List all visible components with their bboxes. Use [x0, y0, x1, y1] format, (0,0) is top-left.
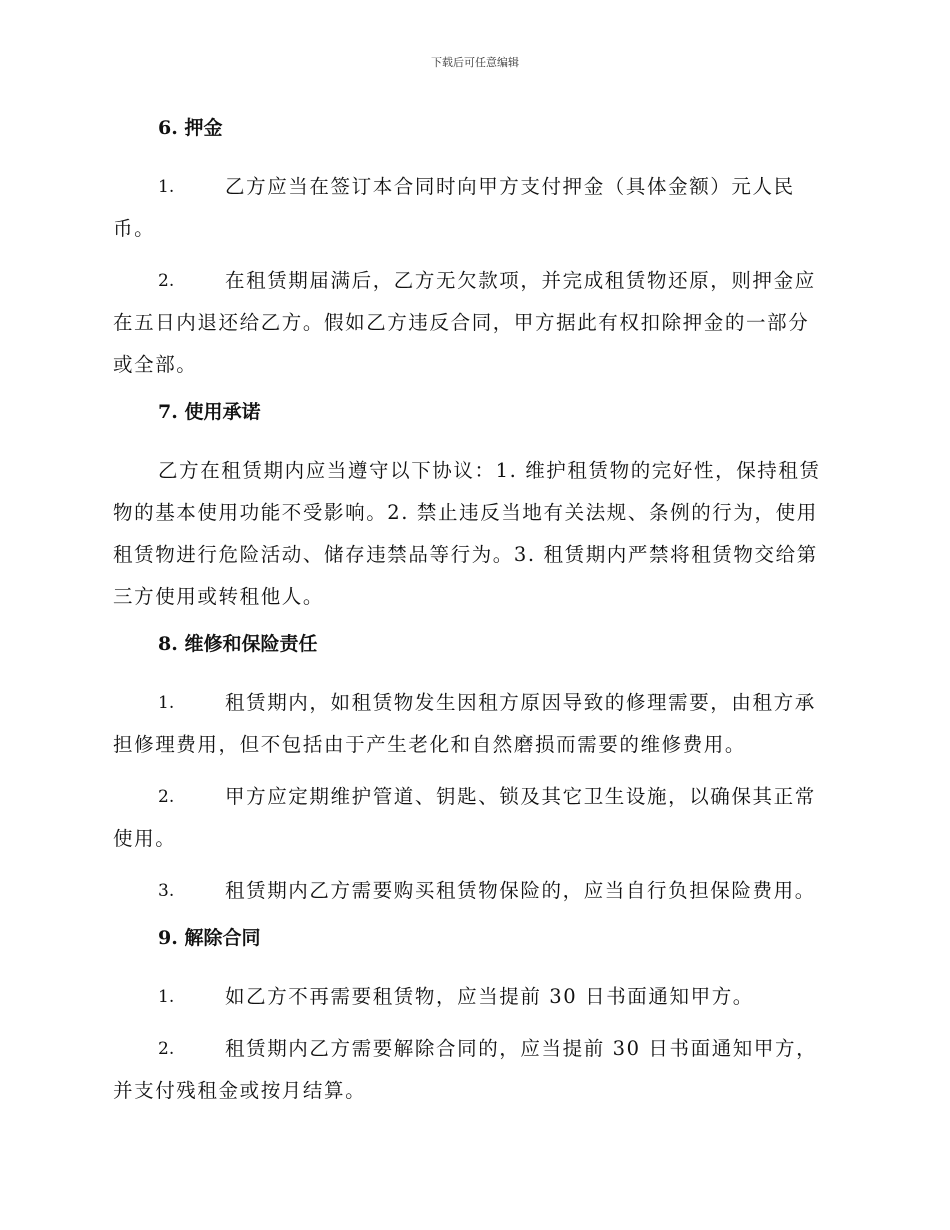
- item-number: 1.: [158, 693, 175, 713]
- paragraph-line: 物的基本使用功能不受影响。2. 禁止违反当地有关法规、条例的行为，使用: [113, 501, 818, 524]
- paragraph-line: 三方使用或转租他人。: [113, 585, 325, 608]
- paragraph-line: 乙方在租赁期内应当遵守以下协议：1. 维护租赁物的完好性，保持租赁: [158, 459, 821, 482]
- paragraph-line: 币。: [113, 217, 156, 240]
- list-item: [113, 1028, 833, 1112]
- document-body: [113, 112, 833, 1112]
- item-number: 2.: [158, 787, 175, 807]
- list-item: [113, 776, 833, 860]
- item-number: 3.: [158, 881, 175, 901]
- list-item: [113, 166, 833, 250]
- paragraph-line: 租赁期内乙方需要解除合同的，应当提前 30 日书面通知甲方，: [225, 1037, 818, 1060]
- item-number: 2.: [158, 271, 175, 291]
- paragraph-line: 担修理费用，但不包括由于产生老化和自然磨损而需要的维修费用。: [113, 733, 747, 756]
- section-heading-maintenance: 8. 维修和保险责任: [158, 633, 318, 655]
- item-number: 1.: [158, 987, 175, 1007]
- section-heading-deposit: 6. 押金: [158, 117, 223, 139]
- paragraph-line: 在五日内退还给乙方。假如乙方违反合同，甲方据此有权扣除押金的一部分: [113, 311, 810, 334]
- paragraph-line: 使用。: [113, 827, 177, 850]
- list-item: [113, 682, 833, 766]
- section-heading-usage: 7. 使用承诺: [158, 401, 261, 423]
- list-item: [113, 870, 833, 912]
- item-number: 2.: [158, 1039, 175, 1059]
- list-item: [113, 260, 833, 386]
- paragraph-line: 租赁期内乙方需要购买租赁物保险的，应当自行负担保险费用。: [225, 879, 816, 902]
- paragraph-line: 租赁期内，如租赁物发生因租方原因导致的修理需要，由租方承: [225, 691, 816, 714]
- paragraph-line: 如乙方不再需要租赁物，应当提前 30 日书面通知甲方。: [225, 985, 754, 1008]
- paragraph-line: 并支付残租金或按月结算。: [113, 1079, 367, 1102]
- paragraph-line: 甲方应定期维护管道、钥匙、锁及其它卫生设施，以确保其正常: [225, 785, 816, 808]
- paragraph-line: 乙方应当在签订本合同时向甲方支付押金（具体金额）元人民: [225, 175, 795, 198]
- paragraph-line: 租赁物进行危险活动、储存违禁品等行为。3. 租赁期内严禁将租赁物交给第: [113, 543, 818, 566]
- item-number: 1.: [158, 177, 175, 197]
- page-header: 下载后可任意编辑: [431, 56, 519, 69]
- section-heading-termination: 9. 解除合同: [158, 927, 261, 949]
- paragraph-line: 在租赁期届满后，乙方无欠款项，并完成租赁物还原，则押金应: [225, 269, 816, 292]
- list-item: [113, 976, 833, 1018]
- paragraph-line: 或全部。: [113, 353, 198, 376]
